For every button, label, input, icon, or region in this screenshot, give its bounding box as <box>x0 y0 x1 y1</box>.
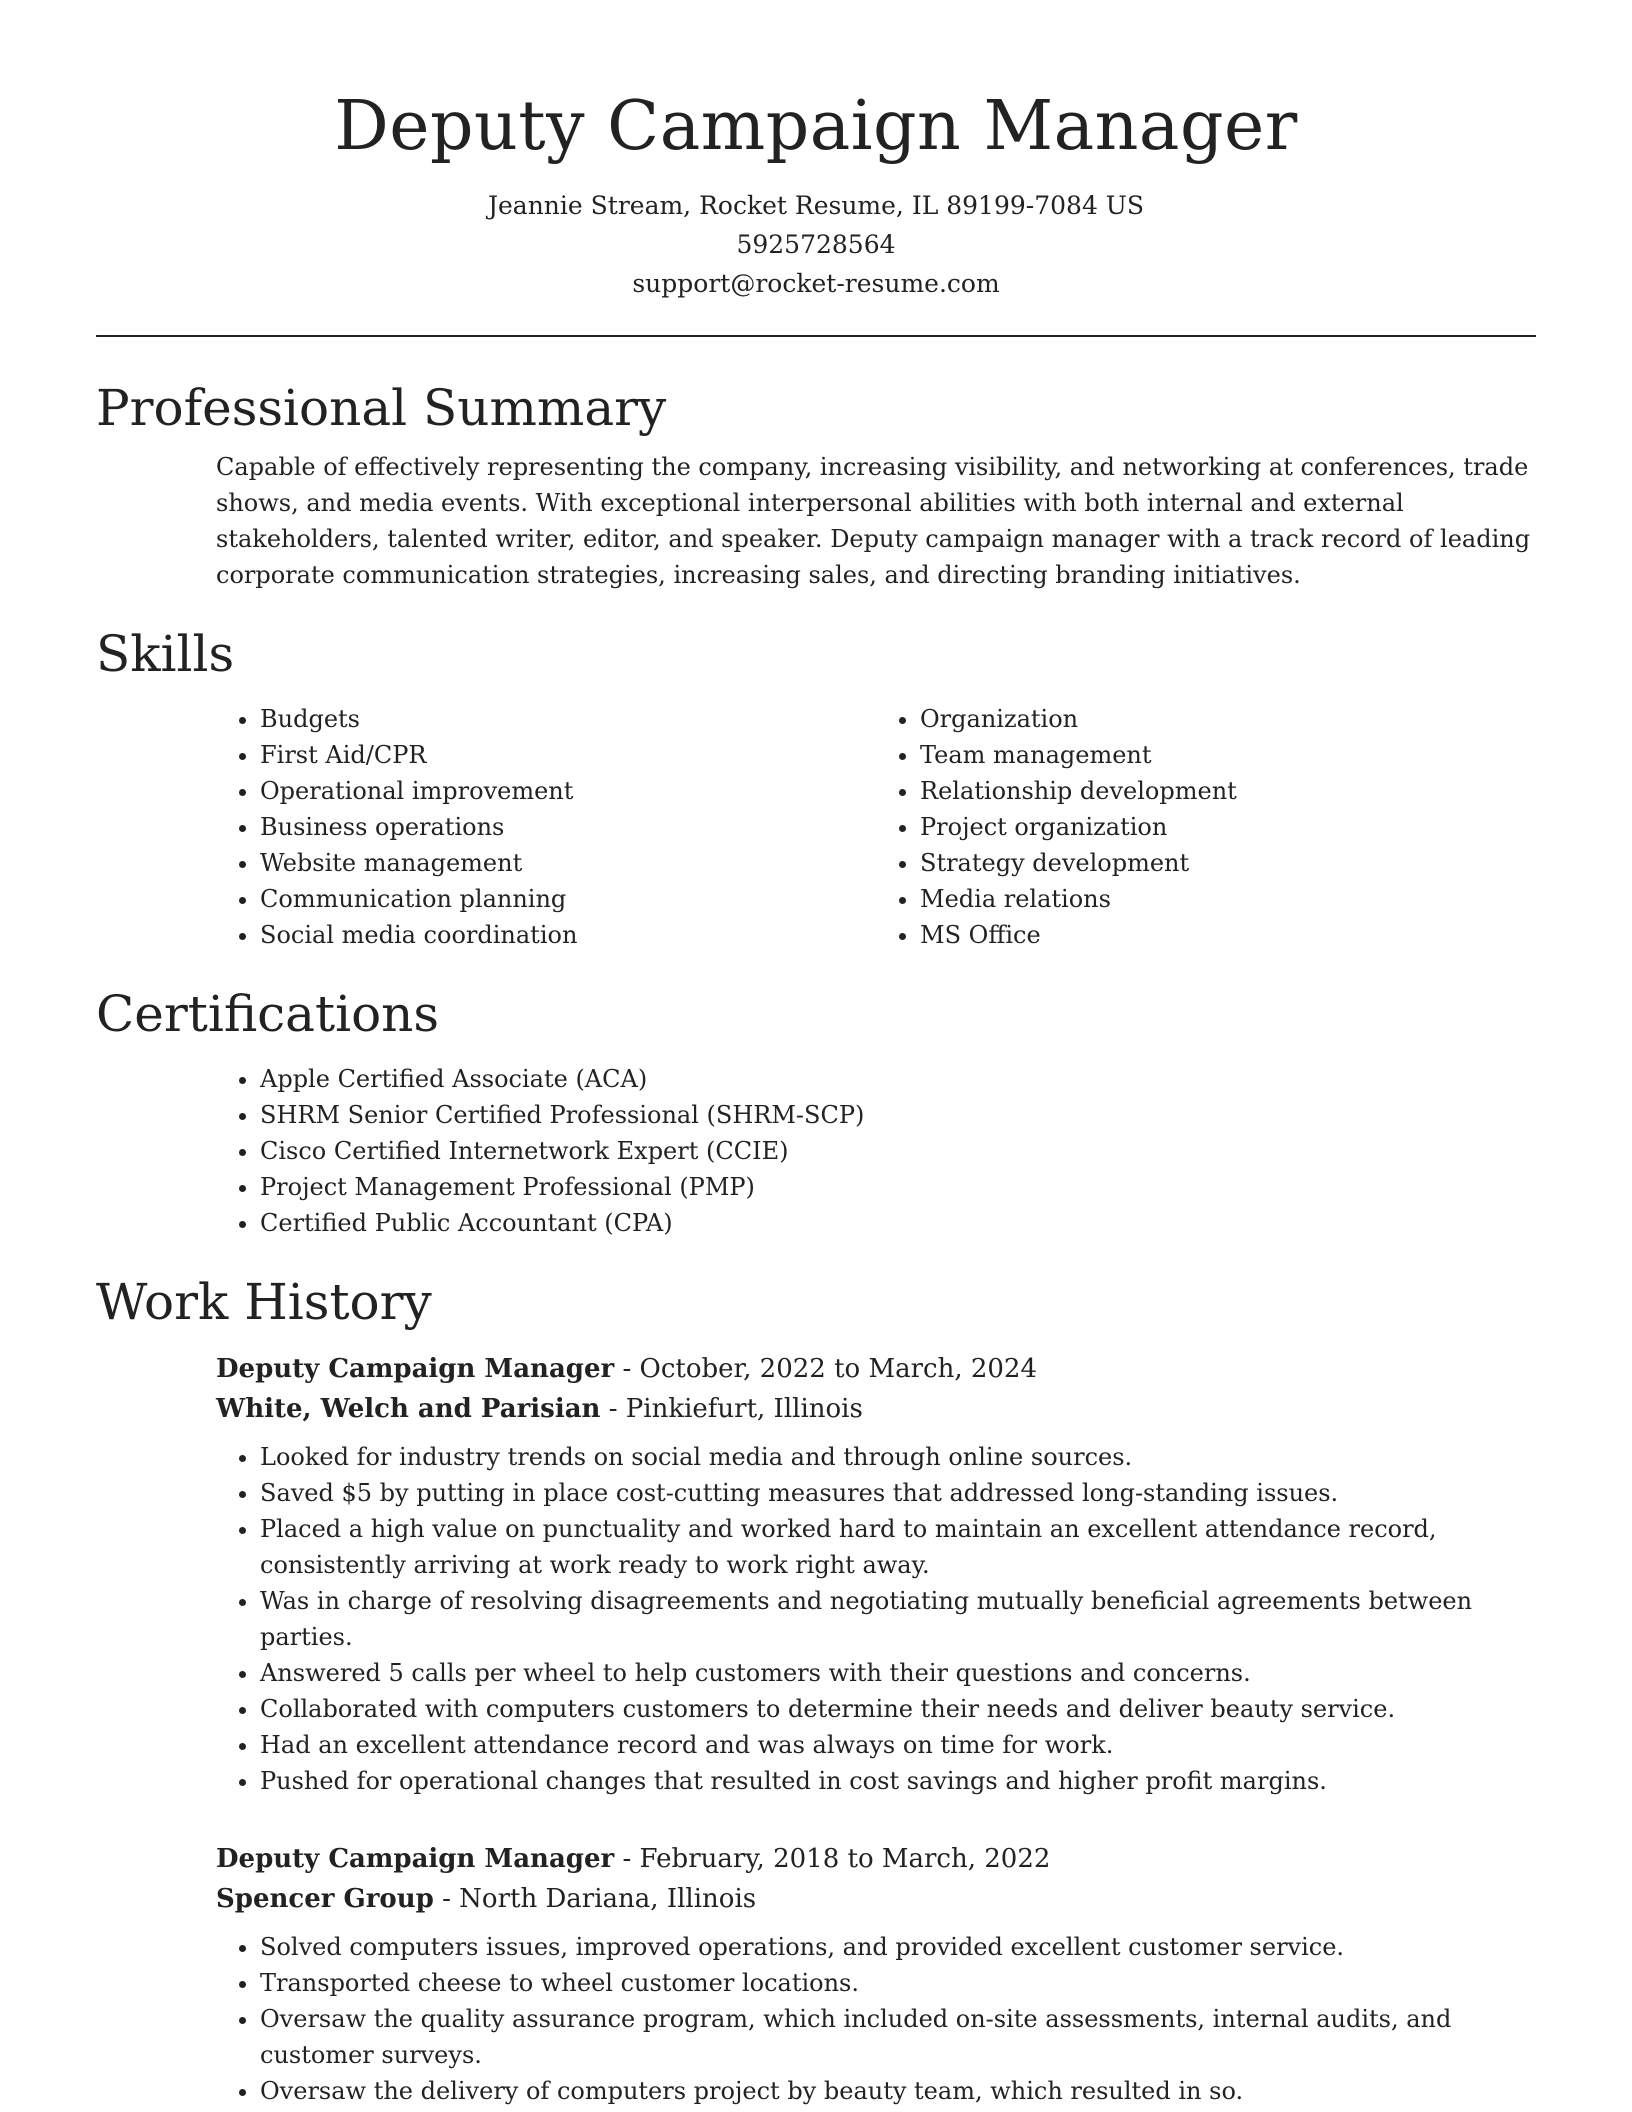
skill-item: • First Aid/CPR <box>260 737 876 773</box>
skill-item: • Social media coordination <box>260 917 876 953</box>
phone: 5925728564 <box>736 230 896 259</box>
skill-item: • Media relations <box>920 881 1536 917</box>
job-bullet: • Oversaw the delivery of computers project by beauty team, which resulted in so. <box>260 2073 1536 2109</box>
job-company-line <box>216 1879 1536 1919</box>
header-divider <box>96 335 1536 337</box>
job-company: Spencer Group <box>216 1884 434 1914</box>
job-bullet: • Pushed for operational changes that resulted in cost savings and higher profit margins. <box>260 1763 1536 1799</box>
certifications-heading: Certifications <box>96 985 440 1043</box>
certification-item: • Project Management Professional (PMP) <box>260 1169 1536 1205</box>
job-bullet: • Looked for industry trends on social media and through online sources. <box>260 1439 1536 1475</box>
candidate-name: Deputy Campaign Manager <box>334 87 1298 166</box>
job-entry <box>216 1839 1536 2109</box>
certification-item: • SHRM Senior Certified Professional (SHRM-SCP) <box>260 1097 1536 1133</box>
job-list <box>96 1349 1536 2109</box>
skill-item: • Business operations <box>260 809 876 845</box>
job-dates: - February, 2018 to March, 2022 <box>614 1844 1051 1874</box>
job-company-line <box>216 1389 1536 1429</box>
skill-item: • MS Office <box>920 917 1536 953</box>
job-bullet: • Placed a high value on punctuality and worked hard to maintain an excellent attendance record, consistently arriving at work ready to work right away. <box>260 1511 1536 1583</box>
skill-item: • Organization <box>920 701 1536 737</box>
skills-columns <box>96 701 1536 953</box>
job-title-line <box>216 1839 1536 1879</box>
skills-section <box>96 623 1536 953</box>
job-bullet: • Solved computers issues, improved operations, and provided excellent customer service. <box>260 1929 1536 1965</box>
job-bullets <box>216 1439 1536 1799</box>
skills-heading: Skills <box>96 625 235 683</box>
skill-item: • Operational improvement <box>260 773 876 809</box>
job-role: Deputy Campaign Manager <box>216 1844 615 1874</box>
skill-item: • Website management <box>260 845 876 881</box>
skill-item: • Team management <box>920 737 1536 773</box>
job-bullet: • Transported cheese to wheel customer locations. <box>260 1965 1536 2001</box>
job-entry <box>216 1349 1536 1799</box>
skill-item: • Communication planning <box>260 881 876 917</box>
job-bullet: • Was in charge of resolving disagreements and negotiating mutually beneficial agreements between parties. <box>260 1583 1536 1655</box>
skills-list-left <box>216 701 876 953</box>
job-bullet: • Saved $5 by putting in place cost-cutting measures that addressed long-standing issues. <box>260 1475 1536 1511</box>
certification-item: • Apple Certified Associate (ACA) <box>260 1061 1536 1097</box>
skill-item: • Relationship development <box>920 773 1536 809</box>
job-bullet: • Collaborated with computers customers to determine their needs and deliver beauty service. <box>260 1691 1536 1727</box>
skills-list-right <box>876 701 1536 953</box>
job-bullet: • Oversaw the quality assurance program, which included on-site assessments, internal audits, and customer surveys. <box>260 2001 1536 2073</box>
certifications-list <box>216 1061 1536 1241</box>
job-title-line <box>216 1349 1536 1389</box>
work-history-section <box>96 1271 1536 2109</box>
summary-text: Capable of effectively representing the company, increasing visibility, and networking at conferences, trade shows, and media events. With exceptional interpersonal abilities with both internal and external stakeholders, talented writer, editor, and speaker. Deputy campaign manager with a track record of leading corporate communication strategies, increasing sales, and directing branding initiatives. <box>216 453 1531 589</box>
job-company: White, Welch and Parisian <box>216 1394 601 1424</box>
address: Jeannie Stream, Rocket Resume, IL 89199-7084 US <box>487 191 1144 220</box>
skill-item: • Strategy development <box>920 845 1536 881</box>
job-location: - Pinkiefurt, Illinois <box>600 1394 863 1424</box>
resume-header <box>96 0 1536 303</box>
summary-section <box>96 377 1536 593</box>
job-bullets <box>216 1929 1536 2109</box>
certifications-section <box>96 983 1536 1241</box>
certification-item: • Cisco Certified Internetwork Expert (CCIE) <box>260 1133 1536 1169</box>
skill-item: • Project organization <box>920 809 1536 845</box>
job-bullet: • Had an excellent attendance record and was always on time for work. <box>260 1727 1536 1763</box>
job-location: - North Dariana, Illinois <box>433 1884 757 1914</box>
certification-item: • Certified Public Accountant (CPA) <box>260 1205 1536 1241</box>
contact-block <box>96 186 1536 303</box>
email: support@rocket-resume.com <box>632 269 1000 298</box>
job-role: Deputy Campaign Manager <box>216 1354 615 1384</box>
work-history-heading: Work History <box>96 1273 432 1331</box>
job-dates: - October, 2022 to March, 2024 <box>614 1354 1038 1384</box>
summary-heading: Professional Summary <box>96 379 667 437</box>
skill-item: • Budgets <box>260 701 876 737</box>
job-bullet: • Answered 5 calls per wheel to help customers with their questions and concerns. <box>260 1655 1536 1691</box>
